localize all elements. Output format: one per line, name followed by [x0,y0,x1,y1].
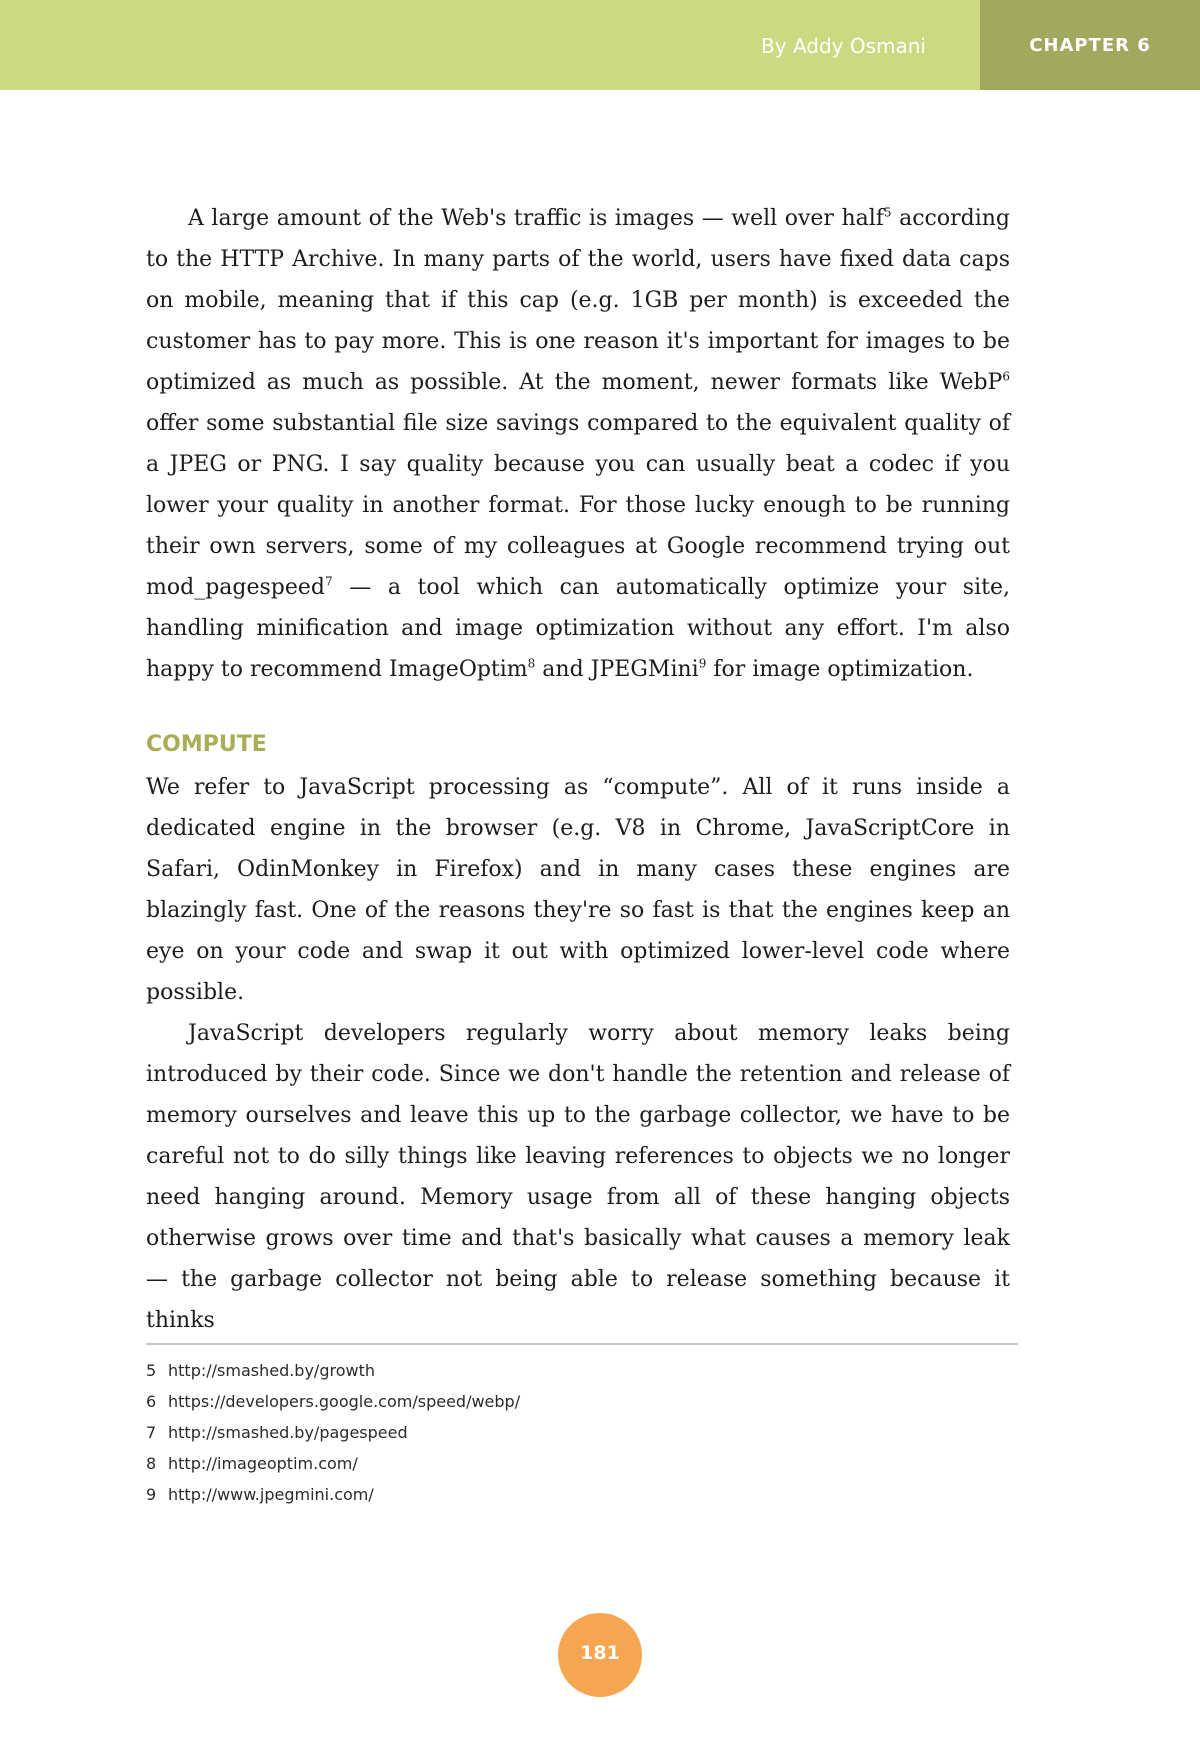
footnote-ref-5: 5 [883,205,892,220]
footnote-link[interactable]: http://www.jpegmini.com/ [168,1485,374,1504]
text-run: according to the HTTP Archive. In many parts of the world, users have fixed data caps on mobile, meaning that if this cap (e.g. 1GB per month) is exceeded the customer has to pay more. This is one reason it's important for images to be optimized as much as possible. At the moment, newer formats like WebP [146,206,1010,395]
footnote-link[interactable]: http://smashed.by/pagespeed [168,1423,408,1442]
chapter-label: CHAPTER 6 [1029,35,1151,56]
footnote-link[interactable]: http://imageoptim.com/ [168,1454,358,1473]
footnotes [146,1355,1010,1510]
footnote-number: 9 [146,1485,157,1504]
footnote-ref-6: 6 [1002,369,1010,384]
footnote-ref-9: 9 [698,656,707,671]
text-run: offer some substantial file size savings compared to the equivalent quality of a JPEG or PNG. I say quality because you can usually beat a codec if you lower your quality in another format. For those lucky enough to be running their own servers, some of my colleagues at Google recommend trying out mod_pagespeed [146,411,1010,600]
footnote-ref-7: 7 [325,574,333,589]
footnote-9 [146,1479,1010,1510]
header-author: By Addy Osmani [761,34,926,58]
footnote-number: 8 [146,1454,157,1473]
footnote-number: 6 [146,1392,157,1411]
chapter-box [980,0,1200,90]
section-heading-compute: COMPUTE [146,732,267,757]
text-run: A large amount of the Web's traffic is images — well over half [188,206,884,231]
footnote-link[interactable]: https://developers.google.com/speed/webp/ [168,1392,521,1411]
footnote-number: 5 [146,1361,157,1380]
intro-paragraph [146,198,1010,690]
footnote-7 [146,1417,1010,1448]
page-number: 181 [580,1642,620,1664]
footnote-divider [146,1343,1018,1345]
footnote-ref-8: 8 [527,656,536,671]
text-run: and JPEGMini [535,657,699,682]
footnote-5 [146,1355,1010,1386]
footnote-6 [146,1386,1010,1417]
page-number-badge [558,1613,642,1697]
compute-paragraph-1: We refer to JavaScript processing as “compute”. All of it runs inside a dedicated engine in the browser (e.g. V8 in Chrome, JavaScriptCore in Safari, OdinMonkey in Firefox) and in many cases these engines are blazingly fast. One of the reasons they're so fast is that the engines keep an eye on your code and swap it out with optimized lower-level code where possible. [146,775,1010,1005]
compute-paragraph-2: JavaScript developers regularly worry about memory leaks being introduced by their code. Since we don't handle the retention and release of memory ourselves and leave this up to the garbage collector, we have to be careful not to do silly things like leaving references to objects we no longer need hanging around. Memory usage from all of these hanging objects otherwise grows over time and that's basically what causes a memory leak — the garbage collector not being able to release something because it thinks [146,1021,1010,1333]
text-run: for image optimization. [706,657,974,682]
footnote-number: 7 [146,1423,157,1442]
text-run: — a tool which can automatically optimize your site, handling minification and image optimization without any effort. I'm also happy to recommend ImageOptim [146,575,1010,682]
footnote-link[interactable]: http://smashed.by/growth [168,1361,375,1380]
footnote-8 [146,1448,1010,1479]
main-text [146,198,1010,1341]
page-header [0,0,1200,90]
